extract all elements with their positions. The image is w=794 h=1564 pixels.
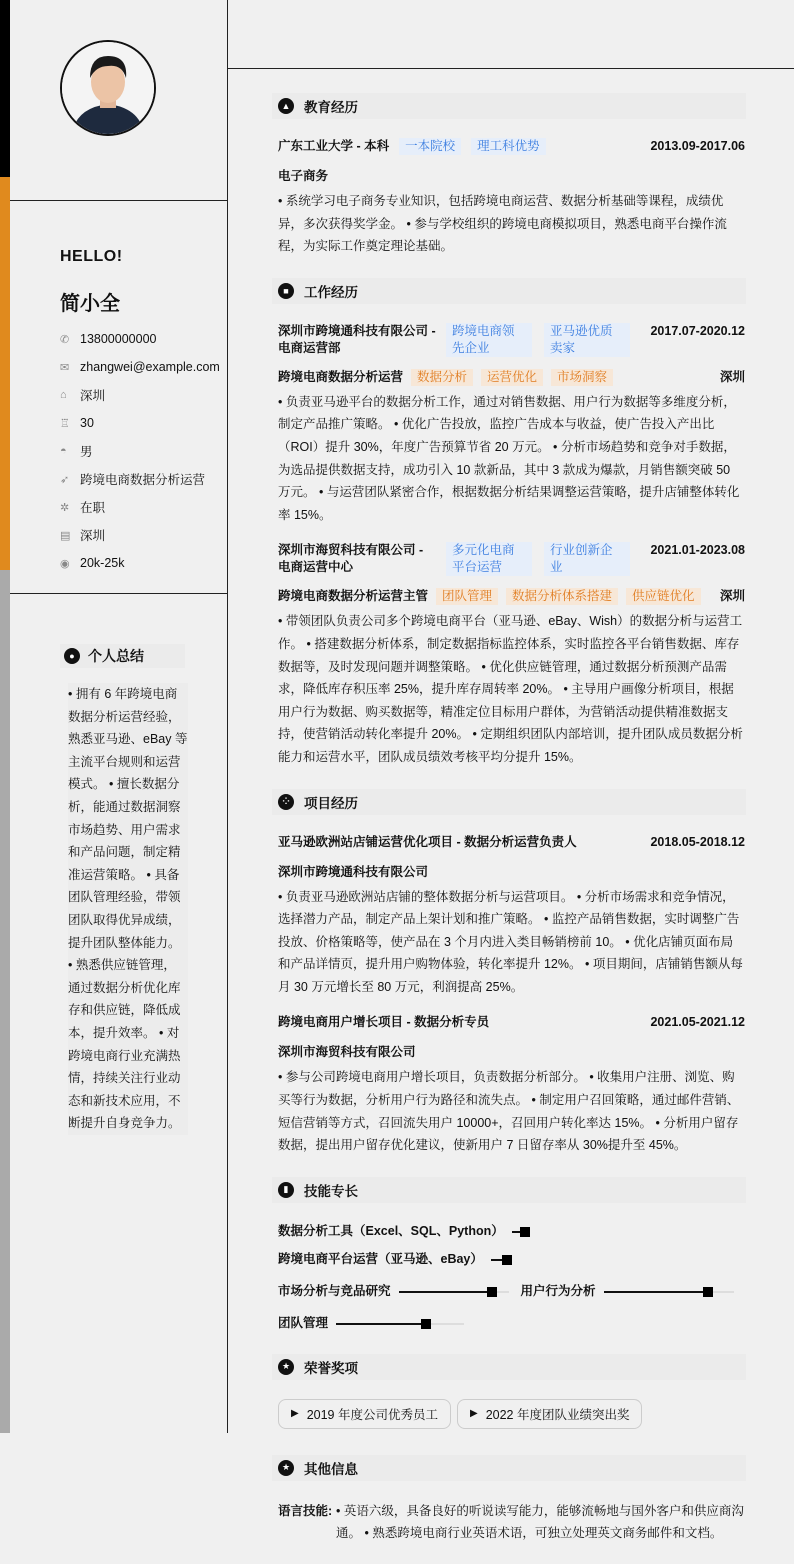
hello-heading: HELLO! — [60, 248, 123, 265]
chart-icon: ▮ — [278, 1182, 294, 1198]
phone-icon: ✆ — [60, 333, 70, 346]
project-company: 深圳市海贸科技有限公司 — [278, 1045, 416, 1060]
award-item — [457, 1399, 642, 1429]
skill-bar-fill — [336, 1323, 426, 1325]
skill-row — [278, 1314, 745, 1334]
skill-bar-knob — [487, 1287, 497, 1297]
major: 电子商务 — [278, 169, 329, 183]
language-label: 语言技能: — [278, 1503, 333, 1518]
info-text: 男 — [80, 445, 93, 459]
graduation-cap-icon: ▲ — [278, 98, 294, 114]
section-title: 荣誉奖项 — [304, 1360, 358, 1376]
work-section — [278, 323, 745, 769]
section-title: 技能专长 — [304, 1183, 358, 1199]
skill-bar-knob — [502, 1255, 512, 1265]
skill-tag: 数据分析 — [411, 369, 473, 386]
skill-bar — [604, 1291, 734, 1293]
date: 2013.09-2017.06 — [650, 139, 745, 153]
project-company: 深圳市跨境通科技有限公司 — [278, 864, 429, 879]
info-text: 跨境电商数据分析运营 — [80, 473, 206, 487]
date: 2017.07-2020.12 — [650, 323, 745, 338]
tag: 一本院校 — [399, 138, 461, 155]
city: 深圳 — [719, 369, 745, 384]
honors-section — [278, 1399, 745, 1435]
skill-name: 数据分析工具（Excel、SQL、Python） — [278, 1224, 504, 1239]
skill-bar — [491, 1259, 509, 1261]
section-title: 工作经历 — [304, 284, 358, 300]
info-text: 深圳 — [80, 389, 106, 403]
education-header — [272, 93, 746, 119]
info-text: 在职 — [80, 501, 106, 515]
skill-name: 跨境电商平台运营（亚马逊、eBay） — [278, 1252, 483, 1267]
tag: 理工科优势 — [471, 138, 546, 155]
other-header — [272, 1455, 746, 1481]
info-row — [60, 493, 220, 521]
top-divider — [228, 68, 794, 69]
cake-icon: ♖ — [60, 417, 70, 430]
education-section — [278, 138, 745, 258]
play-icon: ▶ — [291, 1408, 299, 1420]
info-text: 13800000000 — [80, 332, 157, 346]
skill-bar-knob — [421, 1319, 431, 1329]
project-desc: • 参与公司跨境电商用户增长项目，负责数据分析部分。 • 收集用户注册、浏览、购买等行为数据，分析用户行为路径和流失点。 • 制定用户召回策略，通过邮件营销、短信营销等方式，召回流失用户 10000+，召回用户转化率达 15%。 • 分析用户留存数据，提出用户留存优化建议，使新用户 7 日留存率从 30%提升至 45%。 — [278, 1070, 740, 1153]
building-icon: ▤ — [60, 529, 71, 542]
work-item — [278, 542, 745, 768]
status-icon: ✲ — [60, 501, 70, 514]
tag: 多元化电商平台运营 — [446, 542, 532, 576]
language-text: • 英语六级，具备良好的听说读写能力，能够流畅地与国外客户和供应商沟通。 • 熟悉跨境电商行业英语术语，可独立处理英文商务邮件和文档。 — [336, 1503, 744, 1540]
divider — [10, 200, 228, 201]
skills-section — [278, 1222, 745, 1334]
honors-header — [272, 1354, 746, 1380]
skill-bar — [336, 1323, 464, 1325]
education-desc: • 系统学习电子商务专业知识，包括跨境电商运营、数据分析基础等课程，成绩优异，多次获得奖学金。 • 参与学校组织的跨境电商模拟项目，熟悉电商平台操作流程，为实际工作奠定理论基础。 — [278, 194, 727, 254]
home-icon: ⌂ — [60, 389, 67, 401]
skill-item — [278, 1282, 509, 1302]
project-name: 亚马逊欧洲站店铺运营优化项目 - 数据分析运营负责人 — [278, 834, 577, 849]
skill-bar — [399, 1291, 509, 1293]
info-row — [60, 353, 220, 381]
work-item — [278, 323, 745, 527]
projects-section — [278, 834, 745, 1157]
other-section — [278, 1500, 745, 1544]
skill-name: 团队管理 — [278, 1316, 329, 1331]
skill-item — [521, 1282, 734, 1302]
skill-tag: 数据分析体系搭建 — [506, 588, 618, 605]
accent-strip-orange — [0, 177, 10, 570]
role: 跨境电商数据分析运营 — [278, 369, 404, 384]
award-text: 2022 年度团队业绩突出奖 — [485, 1407, 630, 1422]
salary-icon: ◉ — [60, 557, 70, 570]
candidate-name: 简小全 — [60, 293, 120, 315]
info-row — [60, 325, 220, 353]
info-row — [60, 521, 220, 549]
divider — [10, 593, 228, 594]
skill-bar-fill — [604, 1291, 708, 1293]
info-row — [60, 437, 220, 465]
skill-tag: 市场洞察 — [551, 369, 613, 386]
work-header — [272, 278, 746, 304]
tag: 亚马逊优质卖家 — [544, 323, 630, 357]
date: 2021.01-2023.08 — [650, 543, 745, 558]
section-title: 其他信息 — [304, 1461, 358, 1477]
award-icon: ★ — [278, 1359, 294, 1375]
skills-header — [272, 1177, 746, 1203]
user-icon: ● — [64, 648, 80, 664]
contact-info — [60, 325, 220, 577]
accent-strip-gray — [0, 570, 10, 1433]
info-text: 深圳 — [80, 529, 106, 543]
projects-header — [272, 789, 746, 815]
section-title: 项目经历 — [304, 795, 358, 811]
play-icon: ▶ — [469, 1408, 478, 1420]
info-row — [60, 409, 220, 437]
skill-tag: 供应链优化 — [626, 588, 701, 605]
award-icon: ★ — [278, 1460, 294, 1476]
project-desc: • 负责亚马逊欧洲站店铺的整体数据分析与运营项目。 • 分析市场需求和竞争情况，选择潜力产品，制定产品上架计划和推广策略。 • 监控产品销售数据，实时调整广告投放、价格策略等，使产品在 3 个月内进入类目畅销榜前 10。 • 优化店铺页面布局和产品详情页，提升用户购物体验，转化率提升 12%。 • 项目期间，店铺销售额从每月 30 万元增长至 80 万元，利润提高 25%。 — [278, 889, 743, 994]
info-row — [60, 549, 220, 577]
avatar — [60, 40, 156, 136]
work-desc: • 负责亚马逊平台的数据分析工作，通过对销售数据、用户行为数据等多维度分析，制定产品推广策略。 • 优化广告投放，监控广告成本与收益，使广告投入产出比（ROI）提升 30%，年度广告预算节省 20 万元。 • 分析市场趋势和竞争对手数据，为选品提供数据支持，成功引入 10 款新品，其中 3 款成为爆款，月销售额突破 50 万元。 • 与运营团队紧密合作，根据数据分析结果调整运营策略，提升店铺整体转化率 15%。 — [278, 394, 740, 522]
send-icon: ➶ — [60, 473, 70, 486]
skill-bar — [512, 1231, 526, 1233]
company: 深圳市海贸科技有限公司 - 电商运营中心 — [278, 543, 424, 575]
tag: 行业创新企业 — [544, 542, 630, 576]
project-item — [278, 834, 745, 999]
work-desc: • 带领团队负责公司多个跨境电商平台（亚马逊、eBay、Wish）的数据分析与运营工作。 • 搭建数据分析体系，制定数据指标监控体系，实时监控各平台销售数据、库存数据等，及时发现问题并调整策略。 • 优化供应链管理，通过数据分析预测产品需求，降低库存积压率 25%，提升库存周转率 20%。 • 主导用户画像分析项目，根据用户行为数据、购买数据等，精准定位目标用户群体，为营销活动提供精准数据支持，使营销活动转化率提升 20%。 • 定期组织团队内部培训，提升团队成员数据分析能力和运营水平，团队成员绩效考核平均分提升 15%。 — [278, 614, 743, 764]
skill-row — [278, 1222, 745, 1270]
award-text: 2019 年度公司优秀员工 — [306, 1407, 438, 1422]
skill-name: 用户行为分析 — [520, 1284, 596, 1299]
info-row — [60, 465, 220, 493]
skill-row — [278, 1282, 745, 1302]
company: 深圳市跨境通科技有限公司 - 电商运营部 — [278, 323, 436, 355]
skill-tag: 运营优化 — [481, 369, 543, 386]
school: 广东工业大学 - 本科 — [278, 139, 390, 153]
grid-icon: ⁘ — [278, 794, 294, 810]
tag: 跨境电商领先企业 — [446, 323, 532, 357]
role: 跨境电商数据分析运营主管 — [278, 589, 429, 604]
briefcase-icon: ■ — [278, 283, 294, 299]
date: 2018.05-2018.12 — [650, 834, 745, 849]
skill-name: 市场分析与竞品研究 — [278, 1284, 391, 1299]
info-text: 20k-25k — [80, 556, 125, 570]
summary-title: 个人总结 — [88, 648, 144, 664]
skill-bar-knob — [520, 1227, 530, 1237]
skill-item — [278, 1250, 509, 1270]
gender-icon: ◓ — [60, 445, 67, 457]
project-name: 跨境电商用户增长项目 - 数据分析专员 — [278, 1015, 490, 1030]
info-text: 30 — [80, 416, 94, 430]
date: 2021.05-2021.12 — [650, 1015, 745, 1030]
city: 深圳 — [719, 589, 745, 604]
skill-tag: 团队管理 — [436, 588, 498, 605]
info-row — [60, 381, 220, 409]
summary-text: • 拥有 6 年跨境电商数据分析运营经验，熟悉亚马逊、eBay 等主流平台规则和运营模式。 • 擅长数据分析，能通过数据洞察市场趋势、用户需求和产品问题，制定精准运营策略。 • 具备团队管理经验，带领团队取得优异成绩，提升团队整体能力。 • 熟悉供应链管理，通过数据分析优化库存和供应链，降低成本，提升效率。 • 对跨境电商行业充满热情，持续关注行业动态和新技术应用，不断提升自身竞争力。 — [68, 683, 188, 1135]
section-title: 教育经历 — [304, 100, 358, 115]
skill-bar-fill — [399, 1291, 493, 1293]
skill-bar-knob — [703, 1287, 713, 1297]
summary-header — [60, 644, 185, 668]
skill-item — [278, 1222, 526, 1242]
project-item — [278, 1014, 745, 1156]
info-text: zhangwei@example.com — [80, 360, 220, 374]
skill-item — [278, 1314, 464, 1334]
mail-icon: ✉ — [60, 361, 70, 374]
award-item — [278, 1399, 451, 1429]
main-column — [272, 93, 746, 1564]
accent-strip-black — [0, 0, 10, 177]
sidebar — [10, 0, 228, 1433]
